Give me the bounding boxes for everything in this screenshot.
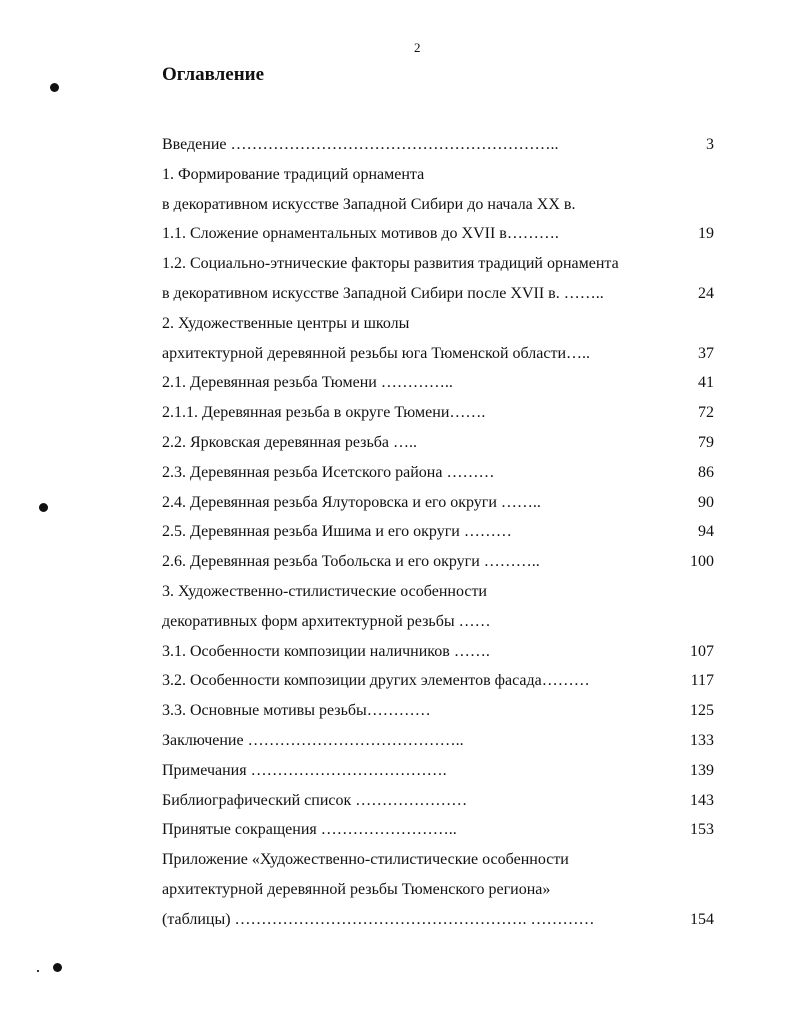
toc-entry-page: 143 xyxy=(690,791,714,809)
toc-entry xyxy=(162,756,722,786)
toc-entry xyxy=(162,458,722,488)
toc-entry-title: Введение …………………………………………………….. xyxy=(162,136,559,153)
toc-entry xyxy=(162,517,722,547)
toc-entry-page: 133 xyxy=(690,732,714,749)
toc-entry-page: 37 xyxy=(698,344,714,362)
toc-entry xyxy=(162,845,722,875)
toc-entry xyxy=(162,428,722,458)
toc-entry xyxy=(162,339,722,369)
toc-entry xyxy=(162,488,722,518)
toc-entry-title: 1.1. Сложение орнаментальных мотивов до XVII в………. xyxy=(162,225,559,243)
toc-entry-title: в декоративном искусстве Западной Сибири до начала XX в. xyxy=(162,195,576,213)
toc-entry-title: 2.4. Деревянная резьба Ялуторовска и его округи …….. xyxy=(162,493,541,511)
toc-entry xyxy=(162,786,722,816)
toc-entry-title: архитектурной деревянной резьбы юга Тюменской области….. xyxy=(162,344,590,362)
toc-entry-page: 107 xyxy=(690,642,714,660)
toc-entry-title: 2.3. Деревянная резьба Исетского района ……… xyxy=(162,463,495,481)
toc-entry-title: 2.5. Деревянная резьба Ишима и его округи ……… xyxy=(162,523,512,541)
toc-entry-title: 3. Художественно-стилистические особенности xyxy=(162,583,487,600)
toc-entry xyxy=(162,130,722,160)
toc-entry xyxy=(162,696,722,726)
toc-entry-title: 2. Художественные центры и школы xyxy=(162,314,410,332)
toc-entry xyxy=(162,637,722,667)
toc-entry xyxy=(162,219,722,249)
toc-entry-page: 125 xyxy=(690,702,714,720)
toc-entry-page: 3 xyxy=(706,136,714,153)
toc-entry-title: в декоративном искусстве Западной Сибири после XVII в. …….. xyxy=(162,285,604,302)
toc-entry xyxy=(162,309,722,339)
toc-entry xyxy=(162,726,722,756)
toc-entry-title: 2.1.1. Деревянная резьба в округе Тюмени……. xyxy=(162,404,486,422)
toc-entry-page: 79 xyxy=(698,434,714,451)
toc-entry-title: Библиографический список ………………… xyxy=(162,791,468,809)
page-title: Оглавление xyxy=(162,64,265,85)
toc-entry-title: 3.3. Основные мотивы резьбы………… xyxy=(162,702,431,720)
toc-entry-page: 94 xyxy=(698,523,714,541)
page-number: 2 xyxy=(414,40,421,55)
scan-speck xyxy=(37,970,39,972)
binding-hole-mark xyxy=(53,963,62,972)
toc-entry xyxy=(162,279,722,309)
toc-entry-title: 2.2. Ярковская деревянная резьба ….. xyxy=(162,434,417,451)
toc-entry-page: 41 xyxy=(698,374,714,392)
toc-entry xyxy=(162,875,722,905)
toc-entry-title: 2.6. Деревянная резьба Тобольска и его округи ……….. xyxy=(162,553,540,571)
toc-entry xyxy=(162,190,722,220)
toc-entry-page: 117 xyxy=(690,672,714,690)
toc-entry-page: 100 xyxy=(690,553,714,571)
binding-hole-mark xyxy=(39,503,48,512)
toc-entry-page: 24 xyxy=(698,285,714,302)
toc-entry xyxy=(162,577,722,607)
toc-entry-title: декоративных форм архитектурной резьбы …… xyxy=(162,612,491,630)
toc-entry-title: 1.2. Социально-этнические факторы развития традиций орнамента xyxy=(162,255,619,273)
toc-entry-page: 139 xyxy=(690,761,714,779)
toc-entry xyxy=(162,905,722,935)
toc-entry-title: Принятые сокращения …………………….. xyxy=(162,821,457,839)
toc-entry-title: Примечания ………………………………. xyxy=(162,761,447,779)
toc-entry-title: 2.1. Деревянная резьба Тюмени ………….. xyxy=(162,374,453,392)
toc-entry xyxy=(162,607,722,637)
toc-entry xyxy=(162,666,722,696)
toc-entry xyxy=(162,815,722,845)
toc-entry-title: Заключение ………………………………….. xyxy=(162,732,464,749)
toc-entry-title: архитектурной деревянной резьбы Тюменского региона» xyxy=(162,881,551,898)
toc-entry-page: 72 xyxy=(698,404,714,422)
binding-hole-mark xyxy=(50,83,59,92)
toc-entry xyxy=(162,160,722,190)
toc-entry-page: 90 xyxy=(698,493,714,511)
toc-entry xyxy=(162,547,722,577)
toc-entry-page: 154 xyxy=(690,910,714,928)
toc-entry xyxy=(162,398,722,428)
toc-entry-title: 3.2. Особенности композиции других элементов фасада……… xyxy=(162,672,590,690)
toc-entry-page: 86 xyxy=(698,463,714,481)
toc-entry-title: 1. Формирование традиций орнамента xyxy=(162,165,425,183)
toc-entry xyxy=(162,249,722,279)
toc-entry-title: 3.1. Особенности композиции наличников ……. xyxy=(162,642,490,660)
toc-entry-title: (таблицы) ………………………………………………. ………… xyxy=(162,910,595,928)
toc-entry-page: 153 xyxy=(690,821,714,839)
toc-entry xyxy=(162,368,722,398)
toc-entry-title: Приложение «Художественно-стилистические особенности xyxy=(162,851,569,869)
toc-entry-page: 19 xyxy=(698,225,714,243)
